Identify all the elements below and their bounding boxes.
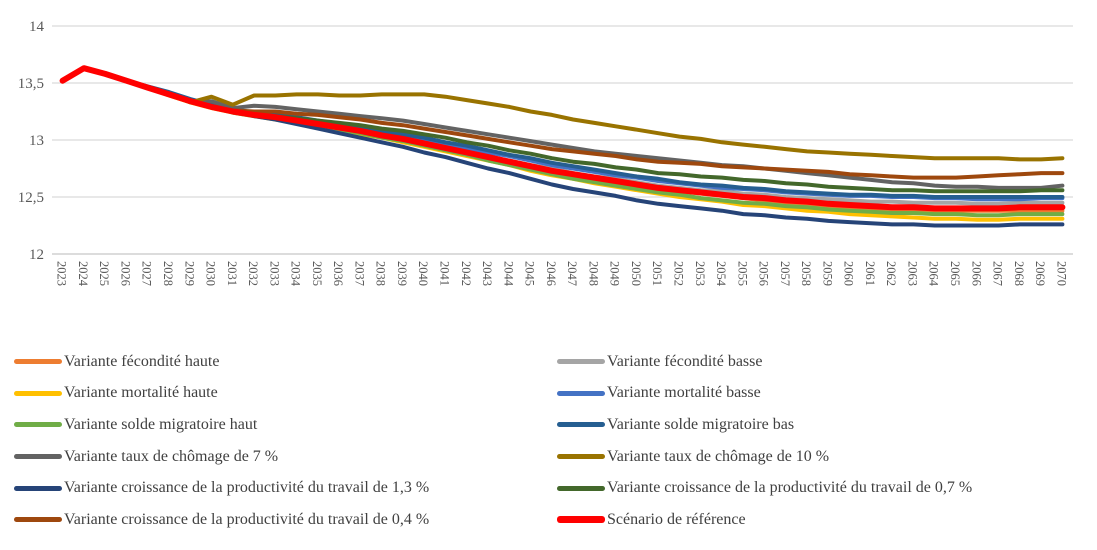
x-axis-year-label: 2047 xyxy=(565,261,580,286)
x-axis-year-label: 2036 xyxy=(331,261,346,286)
x-axis-year-label: 2062 xyxy=(884,261,899,286)
x-axis-year-label: 2064 xyxy=(926,261,941,286)
x-axis-year-label: 2032 xyxy=(246,261,261,286)
x-axis-year-label: 2058 xyxy=(799,261,814,286)
x-axis-year-label: 2066 xyxy=(969,261,984,286)
x-axis-year-label: 2051 xyxy=(650,261,665,286)
x-axis-year-label: 2042 xyxy=(458,261,473,286)
x-axis-year-label: 2053 xyxy=(692,261,707,286)
x-axis-year-label: 2045 xyxy=(522,261,537,286)
legend-swatch-11 xyxy=(557,516,605,523)
legend-label-8: Variante croissance de la productivité du travail de 1,3 % xyxy=(64,479,430,497)
x-axis-year-label: 2049 xyxy=(607,261,622,286)
legend-label-4: Variante solde migratoire haut xyxy=(64,415,258,433)
x-axis-year-label: 2063 xyxy=(905,261,920,286)
x-axis-year-label: 2026 xyxy=(118,261,133,286)
x-axis-year-label: 2055 xyxy=(735,261,750,286)
legend-item-11 xyxy=(557,512,972,528)
legend-swatch-1 xyxy=(557,359,605,364)
legend-item-1 xyxy=(557,354,972,370)
x-axis-year-label: 2069 xyxy=(1033,261,1048,286)
legend-item-4 xyxy=(14,417,557,433)
x-axis-year-label: 2033 xyxy=(267,261,282,286)
y-axis-tick-label: 13,5 xyxy=(17,76,44,92)
x-axis-year-label: 2052 xyxy=(671,261,686,286)
y-axis-tick-label: 12 xyxy=(29,247,44,263)
legend-swatch-6 xyxy=(14,454,62,459)
x-axis-year-label: 2027 xyxy=(139,261,154,286)
legend-item-0 xyxy=(14,354,557,370)
x-axis-year-label: 2037 xyxy=(352,261,367,286)
chart-legend xyxy=(14,346,972,536)
legend-swatch-2 xyxy=(14,391,62,396)
x-axis-year-label: 2039 xyxy=(394,261,409,286)
y-axis-tick-label: 13 xyxy=(29,133,44,149)
legend-swatch-5 xyxy=(557,422,605,427)
legend-label-1: Variante fécondité basse xyxy=(607,352,763,370)
legend-swatch-8 xyxy=(14,486,62,491)
x-axis-year-label: 2070 xyxy=(1054,261,1069,286)
x-axis-year-label: 2028 xyxy=(160,261,175,286)
x-axis-year-label: 2065 xyxy=(948,261,963,286)
y-axis-tick-label: 12,5 xyxy=(17,190,44,206)
x-axis-year-label: 2048 xyxy=(586,261,601,286)
x-axis-year-label: 2023 xyxy=(54,261,69,286)
legend-label-10: Variante croissance de la productivité du travail de 0,4 % xyxy=(64,510,430,528)
legend-item-9 xyxy=(557,480,972,496)
x-axis-year-label: 2030 xyxy=(203,261,218,286)
x-axis-year-label: 2061 xyxy=(862,261,877,286)
x-axis-year-label: 2050 xyxy=(628,261,643,286)
x-axis-year-label: 2057 xyxy=(777,261,792,286)
x-axis-year-label: 2040 xyxy=(416,261,431,286)
x-axis-year-label: 2029 xyxy=(182,261,197,286)
x-axis-year-label: 2056 xyxy=(756,261,771,286)
legend-swatch-4 xyxy=(14,422,62,427)
legend-swatch-10 xyxy=(14,517,62,522)
x-axis-year-label: 2054 xyxy=(714,261,729,286)
legend-swatch-3 xyxy=(557,391,605,396)
x-axis-year-label: 2038 xyxy=(373,261,388,286)
legend-label-0: Variante fécondité haute xyxy=(64,352,220,370)
legend-item-5 xyxy=(557,417,972,433)
legend-item-10 xyxy=(14,512,557,528)
legend-swatch-9 xyxy=(557,486,605,491)
legend-item-2 xyxy=(14,385,557,401)
x-axis-year-label: 2034 xyxy=(288,261,303,286)
x-axis-year-label: 2043 xyxy=(480,261,495,286)
legend-item-6 xyxy=(14,449,557,465)
legend-label-7: Variante taux de chômage de 10 % xyxy=(607,447,830,465)
x-axis-year-label: 2024 xyxy=(75,261,90,286)
x-axis-year-label: 2044 xyxy=(501,261,516,286)
x-axis-year-label: 2041 xyxy=(437,261,452,286)
series-line-4 xyxy=(63,68,1063,215)
legend-label-3: Variante mortalité basse xyxy=(607,384,761,402)
legend-label-6: Variante taux de chômage de 7 % xyxy=(64,447,279,465)
legend-label-9: Variante croissance de la productivité du travail de 0,7 % xyxy=(607,479,973,497)
x-axis-year-label: 2060 xyxy=(841,261,856,286)
legend-swatch-7 xyxy=(557,454,605,459)
x-axis-year-label: 2035 xyxy=(309,261,324,286)
x-axis-year-label: 2068 xyxy=(1011,261,1026,287)
legend-label-2: Variante mortalité haute xyxy=(64,384,218,402)
x-axis-year-label: 2025 xyxy=(97,261,112,286)
x-axis-year-label: 2067 xyxy=(990,261,1005,286)
legend-swatch-0 xyxy=(14,359,62,364)
legend-label-5: Variante solde migratoire bas xyxy=(607,415,795,433)
x-axis-year-label: 2046 xyxy=(543,261,558,286)
legend-item-3 xyxy=(557,385,972,401)
legend-label-11: Scénario de référence xyxy=(607,510,746,528)
x-axis-year-label: 2059 xyxy=(820,261,835,286)
legend-item-7 xyxy=(557,449,972,465)
legend-item-8 xyxy=(14,480,557,496)
x-axis-year-label: 2031 xyxy=(224,261,239,286)
y-axis-tick-label: 14 xyxy=(29,19,44,35)
series-line-3 xyxy=(63,68,1063,199)
